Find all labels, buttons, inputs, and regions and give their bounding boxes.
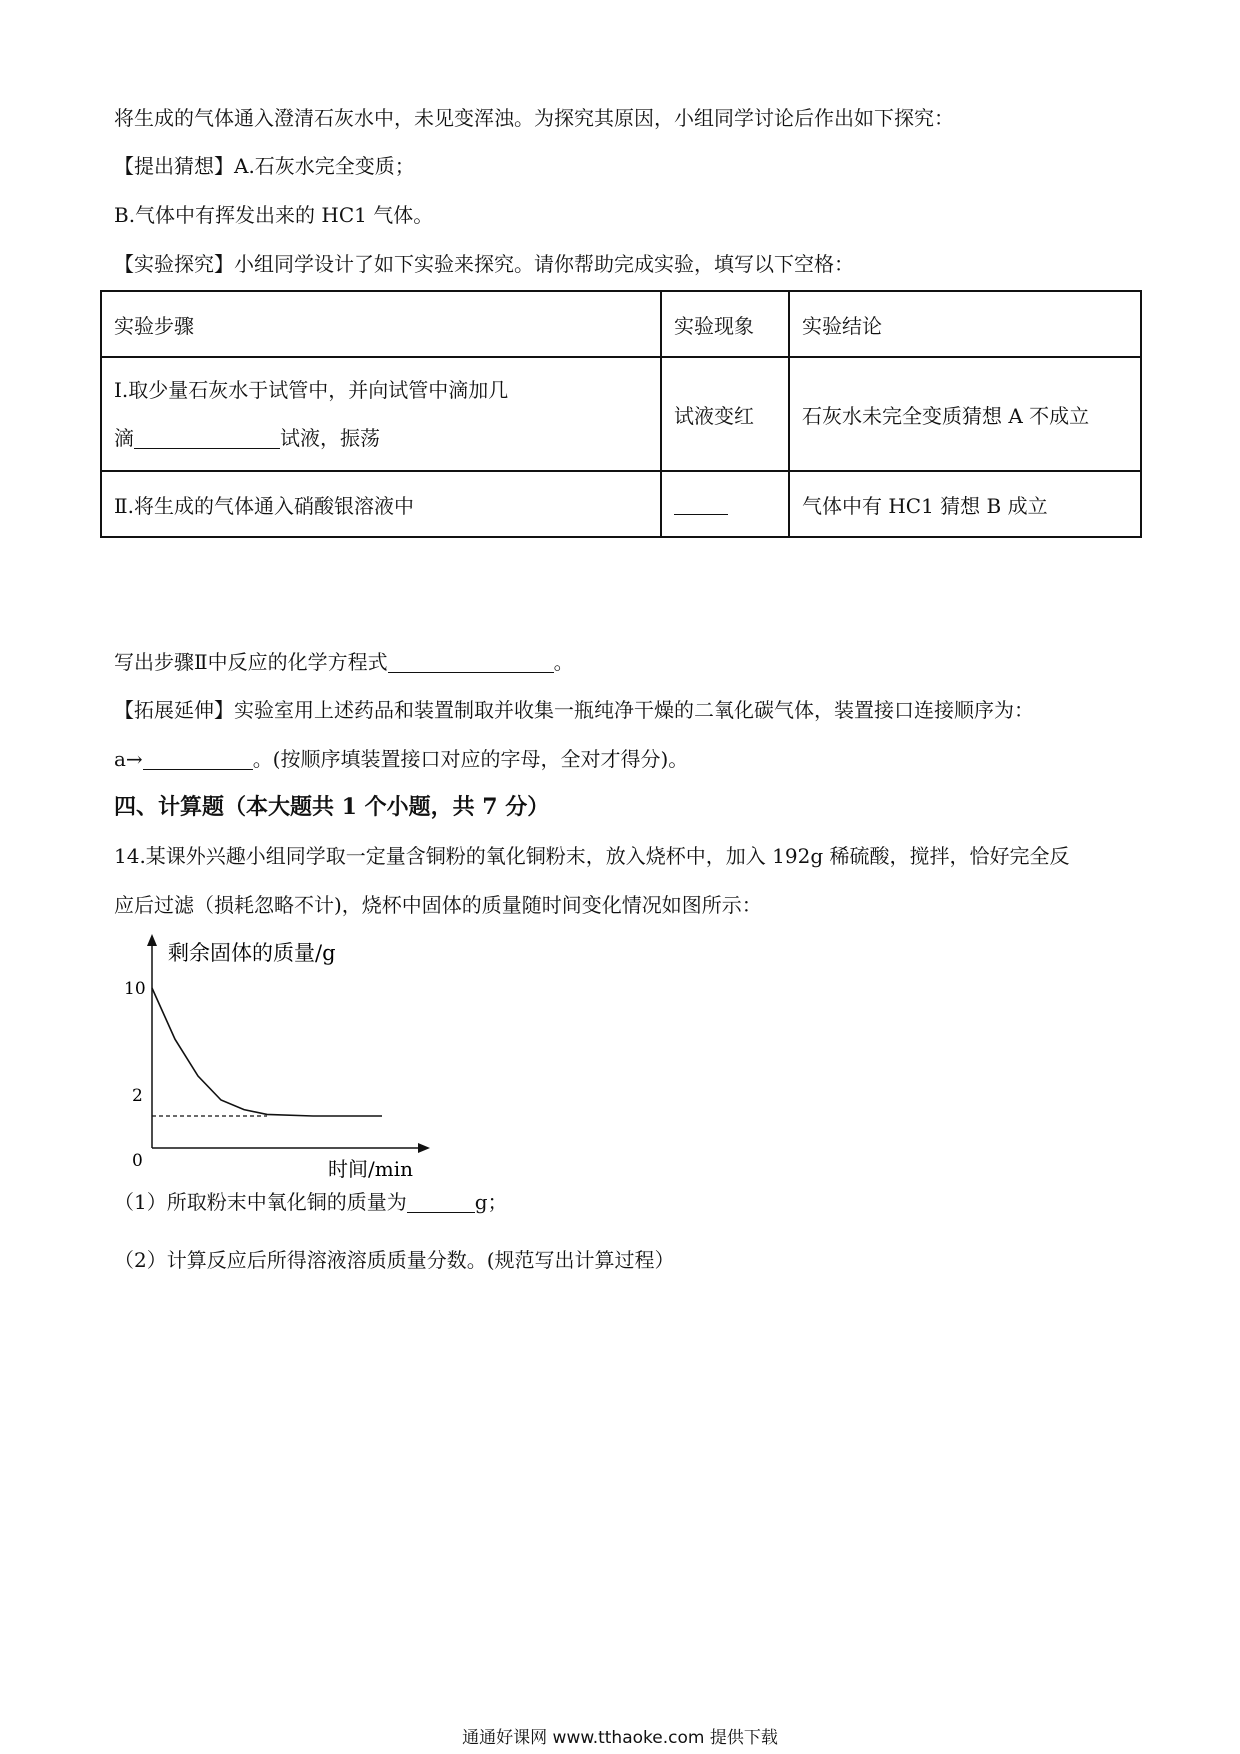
row1-step-line1: Ⅰ.取少量石灰水于试管中，并向试管中滴加几 bbox=[114, 378, 509, 402]
y-tick-label: 10 bbox=[124, 979, 146, 999]
mass-time-chart bbox=[110, 930, 440, 1180]
equation-end: 。 bbox=[553, 650, 574, 674]
sub-question-2: （2）计算反应后所得溶液溶质质量分数。(规范写出计算过程） bbox=[114, 1248, 675, 1272]
header-step: 实验步骤 bbox=[101, 291, 661, 357]
row1-step bbox=[101, 357, 661, 471]
y-tick-label: 2 bbox=[132, 1086, 143, 1106]
question-line1: 14.某课外兴趣小组同学取一定量含铜粉的氧化铜粉末，放入烧杯中，加入 192g 稀硫酸，搅拌，恰好完全反 bbox=[114, 844, 1070, 868]
y-axis-label: 剩余固体的质量/g bbox=[168, 941, 336, 965]
paragraph-hypothesis-a: 【提出猜想】A.石灰水完全变质； bbox=[114, 154, 415, 178]
equation-line bbox=[114, 648, 574, 676]
series-line bbox=[152, 988, 382, 1116]
row1-step-line2 bbox=[114, 414, 648, 462]
order-note: 。(按顺序填装置接口对应的字母，全对才得分)。 bbox=[252, 747, 689, 771]
origin-label: 0 bbox=[132, 1151, 143, 1171]
equation-blank[interactable] bbox=[388, 652, 554, 673]
sub-question-1-text: （1）所取粉末中氧化铜的质量为 bbox=[114, 1190, 407, 1214]
row1-step-line2-post: 试液，振荡 bbox=[280, 426, 380, 450]
order-prefix: a→ bbox=[114, 747, 143, 771]
section-title: 四、计算题（本大题共 1 个小题，共 7 分） bbox=[114, 794, 550, 820]
row2-phenomenon bbox=[661, 471, 789, 537]
order-line bbox=[114, 745, 688, 773]
y-axis-arrow bbox=[147, 934, 157, 946]
row2-conclusion: 气体中有 HC1 猜想 B 成立 bbox=[789, 471, 1141, 537]
x-axis-arrow bbox=[418, 1143, 430, 1153]
extend-paragraph: 【拓展延伸】实验室用上述药品和装置制取并收集一瓶纯净干燥的二氧化碳气体，装置接口连接顺序为： bbox=[114, 698, 1034, 722]
paragraph-intro: 将生成的气体通入澄清石灰水中，未见变浑浊。为探究其原因，小组同学讨论后作出如下探究： bbox=[114, 106, 954, 130]
indicator-blank[interactable] bbox=[134, 428, 280, 449]
x-axis-label: 时间/min bbox=[328, 1157, 413, 1180]
experiment-table bbox=[100, 290, 1142, 538]
table-row bbox=[101, 357, 1141, 471]
question-line2: 应后过滤（损耗忽略不计)，烧杯中固体的质量随时间变化情况如图所示： bbox=[114, 893, 762, 917]
row1-conclusion: 石灰水未完全变质猜想 A 不成立 bbox=[789, 357, 1141, 471]
order-blank[interactable] bbox=[143, 749, 253, 770]
header-conclusion: 实验结论 bbox=[789, 291, 1141, 357]
header-phenomenon: 实验现象 bbox=[661, 291, 789, 357]
equation-prompt: 写出步骤Ⅱ中反应的化学方程式 bbox=[114, 650, 388, 674]
row2-step: Ⅱ.将生成的气体通入硝酸银溶液中 bbox=[101, 471, 661, 537]
paragraph-experiment: 【实验探究】小组同学设计了如下实验来探究。请你帮助完成实验，填写以下空格： bbox=[114, 252, 854, 276]
table-row bbox=[101, 471, 1141, 537]
phenomenon-blank[interactable] bbox=[674, 494, 728, 515]
sub-question-1-unit: g； bbox=[474, 1190, 508, 1214]
footer-source: 通通好课网 www.tthaoke.com 提供下载 bbox=[462, 1728, 778, 1748]
row1-step-line2-pre: 滴 bbox=[114, 426, 134, 450]
row1-phenomenon: 试液变红 bbox=[661, 357, 789, 471]
sub-question-1 bbox=[114, 1188, 508, 1216]
table-header-row bbox=[101, 291, 1141, 357]
paragraph-hypothesis-b: B.气体中有挥发出来的 HC1 气体。 bbox=[114, 203, 434, 227]
cuo-mass-blank[interactable] bbox=[407, 1192, 475, 1213]
